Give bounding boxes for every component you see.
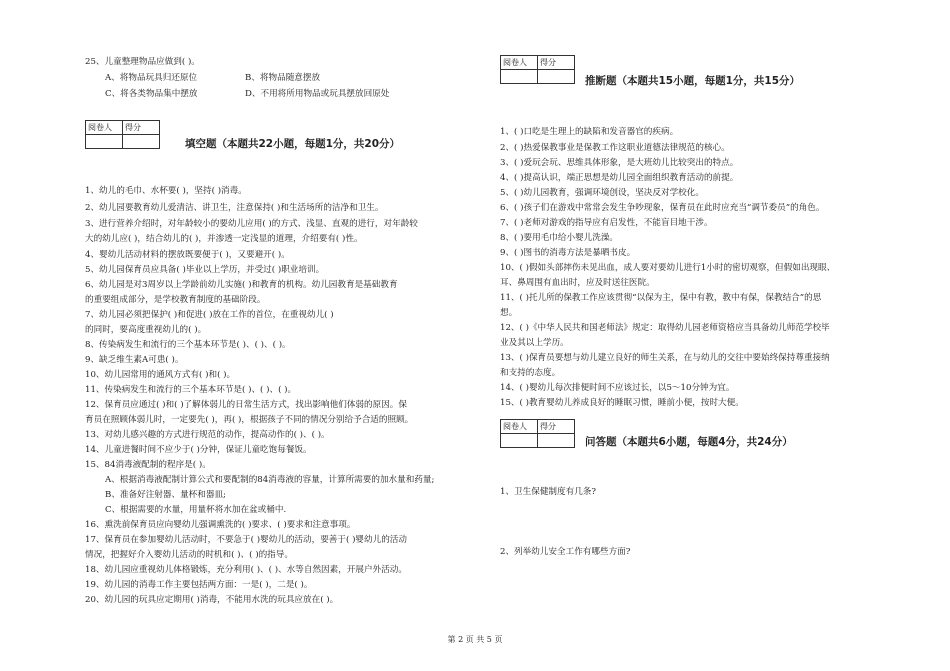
reviewer-cell (501, 434, 538, 448)
option-c: C、将各类物品集中摆放 (105, 89, 198, 99)
score-box-fill (85, 120, 160, 149)
fill-line: 10、幼儿园常用的通风方式有( )和( )。 (85, 370, 236, 380)
fill-line: C、根据需要的水量，用量杯将水加在盆或桶中. (105, 505, 287, 515)
fill-line: 4、婴幼儿活动材料的摆放既要便于( )，又要避开( )。 (85, 250, 290, 260)
fill-line: 16、熏洗前保育员应向婴幼儿强调熏洗的( )要求、( )要求和注意事项。 (85, 520, 356, 530)
fill-line: 的同时，要高度重视幼儿的( )。 (85, 325, 207, 335)
fill-line: 情况，把握好介入婴幼儿活动的时机和( )、( )的指导。 (85, 550, 293, 560)
fill-line: 2、幼儿园要教育幼儿爱清洁、讲卫生，注意保持( )和生活场所的洁净和卫生。 (85, 203, 384, 213)
fill-line: 1、幼儿的毛巾、水杯要( )，坚持( )消毒。 (85, 186, 247, 196)
judge-line: 4、( )提高认识，端正思想是幼儿园全面组织教育活动的前提。 (500, 173, 739, 183)
judge-line: 业及其以上学历。 (500, 338, 569, 348)
qa-question-1: 1、卫生保健制度有几条? (500, 487, 597, 497)
fill-line: 3、进行营养介绍时，对年龄较小的要幼儿应用( )的方式、浅显、直观的进行，对年龄较 (85, 219, 418, 229)
fill-line: 14、儿童进餐时间不应少于( )分钟，保证儿童吃饱每餐饭。 (85, 445, 312, 455)
fill-line: 15、84消毒液配制的程序是( )。 (85, 460, 211, 470)
judge-line: 12、( )《中华人民共和国老师法》规定：取得幼儿园老师资格应当具备幼儿师范学校毕 (500, 323, 830, 333)
option-b: B、将物品随意摆放 (245, 73, 321, 83)
fill-line: 19、幼儿园的消毒工作主要包括两方面：一是( )，二是( )。 (85, 580, 313, 590)
judge-line: 和支持的态度。 (500, 368, 561, 378)
qa-question-2: 2、列举幼儿安全工作有哪些方面? (500, 547, 631, 557)
judge-line: 3、( )爱玩会玩、思维具体形象，是大班幼儿比较突出的特点。 (500, 158, 739, 168)
fill-line: 11、传染病发生和流行的三个基本环节是( )、( )、( )。 (85, 385, 297, 395)
score-label: 得分 (123, 121, 160, 135)
page-footer: 第 2 页 共 5 页 (447, 635, 503, 644)
judge-line: 13、( )保育员要想与幼儿建立良好的师生关系，在与幼儿的交往中要始终保持尊重接纳 (500, 353, 830, 363)
judge-section-title: 推断题（本题共15小题，每题1分，共15分） (585, 75, 801, 87)
judge-line: 9、( )图书的消毒方法是暴晒书皮。 (500, 248, 636, 258)
fill-line: 6、幼儿园是对3周岁以上学龄前幼儿实施( )和教育的机构。幼儿园教育是基础教育 (85, 280, 398, 290)
reviewer-cell (86, 135, 123, 149)
score-cell (538, 434, 575, 448)
judge-line: 8、( )要用毛巾给小婴儿洗澡。 (500, 233, 619, 243)
fill-line: 大的幼儿应( )，结合幼儿的( )，并渗透一定浅显的道理，介绍要有( )性。 (85, 234, 363, 244)
fill-line: 12、保育员应通过( )和( )了解体弱儿的日常生活方式，找出影响他们体弱的原因。保 (85, 400, 407, 410)
judge-line: 14、( )婴幼儿每次排便时间不应该过长，以5～10分钟为宜。 (500, 383, 735, 393)
judge-line: 10、( )假如头部摔伤未见出血，成人要对要幼儿进行1小时的密切观察，但假如出现眼、 (500, 263, 836, 273)
fill-line: A、根据消毒液配制计算公式和要配制的84消毒液的容量，计算所需要的加水量和药量; (105, 475, 435, 485)
fill-line: B、准备好注射器、量杯和器皿; (105, 490, 226, 500)
fill-line: 9、缺乏维生素A可患( )。 (85, 355, 184, 365)
score-cell (123, 135, 160, 149)
fill-line: 8、传染病发生和流行的三个基本环节是( )、( )、( )。 (85, 340, 291, 350)
option-a: A、将物品玩具归还原位 (105, 73, 198, 83)
fill-line: 7、幼儿园必须把保护( )和促进( )放在工作的首位，在重视幼儿( ) (85, 310, 334, 320)
fill-line: 育员在照顾体弱儿时，一定要先( )，再( )，根据孩子不同的情况分别给予合适的照顾。 (85, 415, 414, 425)
score-label: 得分 (538, 56, 575, 70)
fill-line: 20、幼儿园的玩具应定期用( )消毒，不能用水洗的玩具应放在( )。 (85, 595, 339, 605)
fill-line: 的重要组成部分，是学校教育制度的基础阶段。 (85, 295, 266, 305)
fill-line: 5、幼儿园保育员应具备( )毕业以上学历，并受过( )职业培训。 (85, 265, 325, 275)
reviewer-label: 阅卷人 (501, 56, 538, 70)
question-25-stem: 25、儿童整理物品应做到( )。 (85, 57, 200, 67)
judge-line: 耳、鼻周围有血出时，应及时送往医院。 (500, 278, 655, 288)
judge-line: 7、( )老师对游戏的指导应有启发性，不能盲目地干涉。 (500, 218, 713, 228)
judge-line: 15、( )教育婴幼儿养成良好的睡眠习惯，睡前小便，按时大便。 (500, 398, 744, 408)
judge-line: 5、( )幼儿园教育，强调环境创设，坚决反对学校化。 (500, 188, 704, 198)
score-box-qa (500, 419, 575, 448)
fill-line: 18、幼儿园应重视幼儿体格锻炼，充分利用( )、( )、水等自然因素，开展户外活动。 (85, 565, 407, 575)
reviewer-cell (501, 70, 538, 84)
judge-line: 11、( )托儿所的保教工作应该贯彻“以保为主，保中有教，教中有保，保教结合”的思 (500, 293, 822, 303)
option-d: D、不用将所用物品或玩具摆放回原处 (245, 89, 390, 99)
score-cell (538, 70, 575, 84)
reviewer-label: 阅卷人 (501, 420, 538, 434)
judge-line: 想。 (500, 308, 518, 318)
fill-line: 17、保育员在参加婴幼儿活动时，不要急于( )婴幼儿的活动，要善于( )婴幼儿的活动 (85, 535, 407, 545)
judge-line: 6、( )孩子们在游戏中常常会发生争吵现象，保育员在此时应充当“调节委员”的角色。 (500, 203, 825, 213)
judge-line: 2、( )热爱保教事业是保教工作这职业道德法律规范的核心。 (500, 143, 730, 153)
reviewer-label: 阅卷人 (86, 121, 123, 135)
judge-line: 1、( )口吃是生理上的缺陷和发音器官的疾病。 (500, 127, 679, 137)
fill-section-title: 填空题（本题共22小题，每题1分，共20分） (185, 138, 401, 150)
fill-line: 13、对幼儿感兴趣的方式进行规范的动作，提高动作的( )、( )。 (85, 430, 330, 440)
qa-section-title: 问答题（本题共6小题，每题4分，共24分） (585, 436, 793, 448)
score-box-judge (500, 55, 575, 84)
score-label: 得分 (538, 420, 575, 434)
